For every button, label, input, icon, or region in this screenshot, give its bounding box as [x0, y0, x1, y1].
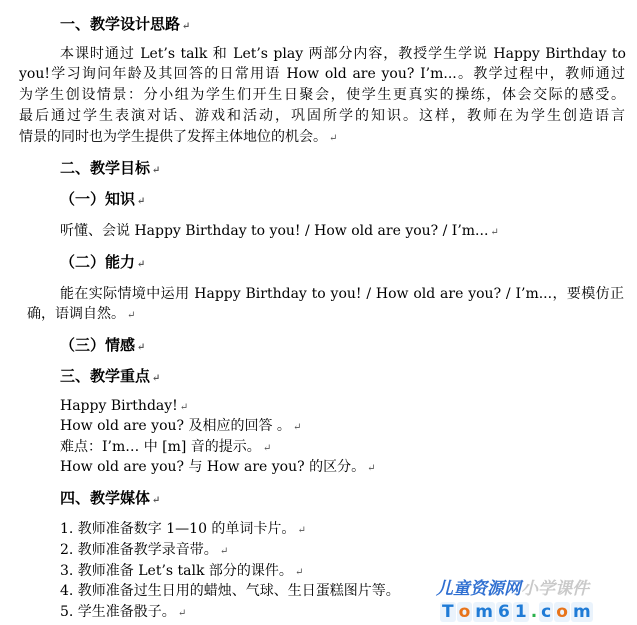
watermark-letter: 1: [514, 602, 527, 622]
key-point-line: How old are you? 及相应的回答 。 ↵: [60, 418, 302, 434]
watermark-letter: T: [442, 602, 454, 622]
key-point-line: 难点：I’m… 中 [m] 音的提示。 ↵: [60, 439, 272, 455]
media-list-item: 2. 教师准备教学录音带。 ↵: [60, 542, 229, 558]
watermark-letter: m: [475, 602, 494, 622]
ability-text-line: 能在实际情境中运用 Happy Birthday to you! / How old are you? / I’m...，要模仿正: [60, 286, 624, 302]
section-heading-objectives: 二、教学目标 ↵: [60, 159, 161, 177]
paragraph-line: 为学生创设情景：分小组为学生们开生日聚会，使学生更真实的操练，体会交际的感受。: [19, 87, 625, 103]
section-heading-key-points: 三、教学重点 ↵: [60, 367, 161, 385]
watermark-letter: m: [572, 602, 591, 622]
knowledge-text: 听懂、会说 Happy Birthday to you! / How old are you? / I’m... ↵: [60, 223, 499, 239]
paragraph-line: 本课时通过 Let’s talk 和 Let’s play 两部分内容，教授学生学说 Happy Birthday to: [60, 46, 626, 62]
section-heading-design-idea: 一、教学设计思路 ↵: [60, 15, 191, 33]
subheading-ability: （二）能力 ↵: [60, 253, 146, 271]
site-watermark-logo: [436, 578, 636, 622]
watermark-letter: o: [556, 602, 568, 622]
subheading-emotion: （三）情感 ↵: [60, 336, 146, 354]
watermark-letter: c: [541, 602, 552, 622]
paragraph-line: 最后通过学生表演对话、游戏和活动，巩固所学的知识。这样，教师在为学生创造语言: [19, 108, 625, 124]
key-point-line: Happy Birthday! ↵: [60, 398, 189, 414]
media-list-item: 4. 教师准备过生日用的蜡烛、气球、生日蛋糕图片等。: [60, 583, 400, 599]
paragraph-line: you!学习询问年龄及其回答的日常用语 How old are you? I’m...。教学过程中，教师通过: [19, 66, 625, 82]
watermark-letter: o: [458, 602, 471, 622]
key-point-line: How old are you? 与 How are you? 的区分。 ↵: [60, 459, 376, 475]
media-list-item: 5. 学生准备骰子。 ↵: [60, 604, 187, 620]
paragraph-line: 情景的同时也为学生提供了发挥主体地位的机会。 ↵: [19, 129, 338, 145]
ability-text-line: 确，语调自然。 ↵: [27, 306, 136, 322]
section-heading-media: 四、教学媒体 ↵: [60, 489, 161, 507]
watermark-letter: .: [530, 602, 538, 622]
media-list-item: 1. 教师准备数字 1—10 的单词卡片。 ↵: [60, 521, 306, 537]
subheading-knowledge: （一）知识 ↵: [60, 190, 146, 208]
media-list-item: 3. 教师准备 Let’s talk 部分的课件。 ↵: [60, 563, 304, 579]
watermark-domain: [440, 602, 593, 622]
watermark-site-name: 儿童资源网小学课件: [436, 579, 589, 599]
watermark-letter: 6: [498, 602, 510, 622]
